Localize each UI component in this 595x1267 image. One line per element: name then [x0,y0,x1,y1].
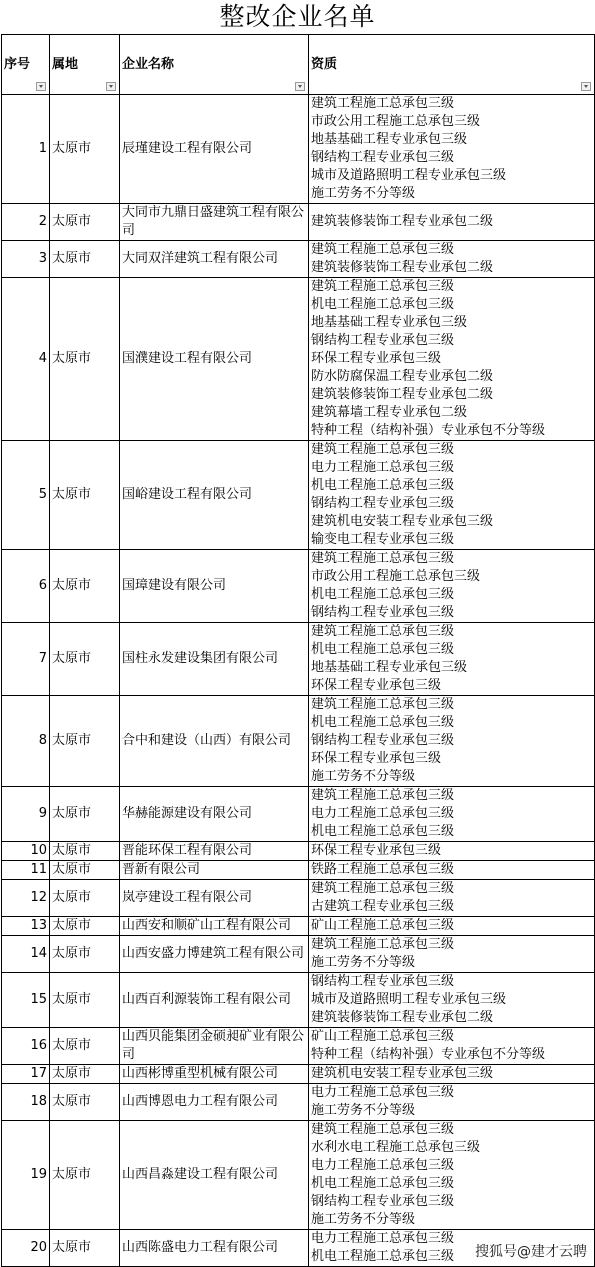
row-location-cell: 太原市 [50,1065,120,1084]
row-company-name-cell: 国璋建设有限公司 [120,550,309,623]
qualification-line: 特种工程（结构补强）专业承包不分等级 [311,1047,546,1062]
table-row [2,204,595,241]
qualification-line: 环保工程专业承包三级 [311,751,442,766]
qualification-line: 建筑工程施工总承包三级 [311,442,455,457]
table-row [2,917,595,936]
qualification-line: 机电工程施工总承包三级 [311,715,455,730]
qualification-line: 机电工程施工总承包三级 [311,478,455,493]
row-qualification-cell [309,880,595,917]
qualification-line: 建筑装修装饰工程专业承包二级 [311,1010,494,1025]
header-qualification-label: 资质 [311,56,338,72]
row-location-cell: 太原市 [50,204,120,241]
row-location-cell: 太原市 [50,1121,120,1230]
row-seq-cell: 6 [2,550,50,623]
row-qualification-cell [309,623,595,696]
qualification-line: 建筑装修装饰工程专业承包二级 [311,387,494,402]
row-location-cell: 太原市 [50,880,120,917]
row-location-cell: 太原市 [50,1084,120,1121]
filter-dropdown-icon[interactable] [106,82,116,91]
row-company-name-cell: 华赫能源建设有限公司 [120,787,309,842]
table-row [2,1028,595,1065]
qualification-line: 机电工程施工总承包三级 [311,642,455,657]
table-row [2,95,595,204]
qualification-line: 钢结构工程专业承包三级 [311,974,455,989]
row-location-cell: 太原市 [50,1028,120,1065]
row-location-cell: 太原市 [50,842,120,861]
qualification-line: 施工劳务不分等级 [311,186,416,201]
qualification-line: 环保工程专业承包三级 [311,351,442,366]
row-company-name-cell: 大同双洋建筑工程有限公司 [120,241,309,278]
row-seq-cell: 17 [2,1065,50,1084]
row-seq-cell: 9 [2,787,50,842]
filter-dropdown-icon[interactable] [36,82,46,91]
row-company-name-cell: 岚亭建设工程有限公司 [120,880,309,917]
table-row [2,1065,595,1084]
row-company-name-cell: 山西百利源装饰工程有限公司 [120,973,309,1028]
row-qualification-cell [309,550,595,623]
table-row [2,787,595,842]
header-location-label: 属地 [52,56,79,72]
header-location [50,35,120,95]
qualification-line: 施工劳务不分等级 [311,769,416,784]
qualification-line: 钢结构工程专业承包三级 [311,1194,455,1209]
row-seq-cell: 20 [2,1230,50,1267]
table-row [2,973,595,1028]
row-company-name-cell: 大同市九鼎日盛建筑工程有限公司 [120,204,309,241]
row-location-cell: 太原市 [50,278,120,441]
header-seq [2,35,50,95]
qualification-line: 电力工程施工总承包三级 [311,1158,455,1173]
table-row [2,278,595,441]
qualification-line: 机电工程施工总承包三级 [311,1176,455,1191]
qualification-line: 水利水电工程施工总承包三级 [311,1140,481,1155]
qualification-line: 市政公用工程施工总承包三级 [311,114,481,129]
row-qualification-cell [309,95,595,204]
qualification-line: 建筑装修装饰工程专业承包二级 [311,260,494,275]
table-row [2,842,595,861]
row-seq-cell: 14 [2,936,50,973]
row-company-name-cell: 国濮建设工程有限公司 [120,278,309,441]
qualification-line: 矿山工程施工总承包三级 [311,1029,455,1044]
qualification-line: 古建筑工程专业承包三级 [311,899,455,914]
qualification-line: 建筑工程施工总承包三级 [311,881,455,896]
table-row [2,936,595,973]
row-seq-cell: 19 [2,1121,50,1230]
table-row [2,696,595,787]
row-seq-cell: 11 [2,861,50,880]
company-table [1,34,595,1267]
header-company-name [120,35,309,95]
row-qualification-cell [309,861,595,880]
qualification-line: 建筑工程施工总承包三级 [311,937,455,952]
row-seq-cell: 10 [2,842,50,861]
row-seq-cell: 5 [2,441,50,550]
table-row [2,880,595,917]
table-row [2,441,595,550]
qualification-line: 城市及道路照明工程专业承包三级 [311,992,507,1007]
row-qualification-cell [309,204,595,241]
qualification-line: 电力工程施工总承包三级 [311,460,455,475]
row-location-cell: 太原市 [50,441,120,550]
row-qualification-cell [309,278,595,441]
row-location-cell: 太原市 [50,696,120,787]
table-row [2,861,595,880]
row-qualification-cell [309,1084,595,1121]
qualification-line: 机电工程施工总承包三级 [311,1249,455,1264]
header-qualification [309,35,595,95]
qualification-line: 建筑幕墙工程专业承包二级 [311,405,468,420]
row-company-name-cell: 国峪建设工程有限公司 [120,441,309,550]
row-seq-cell: 8 [2,696,50,787]
row-company-name-cell: 山西陈盛电力工程有限公司 [120,1230,309,1267]
qualification-line: 防水防腐保温工程专业承包二级 [311,369,494,384]
row-qualification-cell [309,696,595,787]
row-company-name-cell: 国柱永发建设集团有限公司 [120,623,309,696]
row-seq-cell: 2 [2,204,50,241]
qualification-line: 建筑工程施工总承包三级 [311,242,455,257]
qualification-line: 钢结构工程专业承包三级 [311,150,455,165]
row-qualification-cell [309,842,595,861]
row-location-cell: 太原市 [50,241,120,278]
row-location-cell: 太原市 [50,787,120,842]
qualification-line: 环保工程专业承包三级 [311,843,442,858]
header-row [2,35,595,95]
row-company-name-cell: 山西贝能集团金硕昶矿业有限公司 [120,1028,309,1065]
row-location-cell: 太原市 [50,623,120,696]
row-company-name-cell: 合中和建设（山西）有限公司 [120,696,309,787]
row-seq-cell: 18 [2,1084,50,1121]
row-qualification-cell [309,1121,595,1230]
qualification-line: 城市及道路照明工程专业承包三级 [311,168,507,183]
row-qualification-cell [309,787,595,842]
row-qualification-cell [309,917,595,936]
qualification-line: 施工劳务不分等级 [311,1212,416,1227]
row-qualification-cell [309,1065,595,1084]
qualification-line: 建筑机电安装工程专业承包三级 [311,514,494,529]
row-company-name-cell: 晋能环保工程有限公司 [120,842,309,861]
qualification-line: 输变电工程专业承包三级 [311,532,455,547]
qualification-line: 建筑机电安装工程专业承包三级 [311,1066,494,1081]
qualification-line: 电力工程施工总承包三级 [311,1085,455,1100]
row-seq-cell: 7 [2,623,50,696]
row-location-cell: 太原市 [50,936,120,973]
table-row [2,1121,595,1230]
header-seq-label: 序号 [4,56,31,72]
qualification-line: 地基基础工程专业承包三级 [311,660,468,675]
row-seq-cell: 3 [2,241,50,278]
row-qualification-cell [309,973,595,1028]
watermark: 搜狐号@建才云聘 [473,1241,589,1261]
row-qualification-cell [309,1028,595,1065]
qualification-line: 市政公用工程施工总承包三级 [311,569,481,584]
qualification-line: 机电工程施工总承包三级 [311,297,455,312]
row-seq-cell: 13 [2,917,50,936]
table-body [2,95,595,1267]
table-row [2,550,595,623]
qualification-line: 建筑工程施工总承包三级 [311,788,455,803]
qualification-line: 建筑工程施工总承包三级 [311,279,455,294]
qualification-line: 矿山工程施工总承包三级 [311,918,455,933]
row-seq-cell: 15 [2,973,50,1028]
row-location-cell: 太原市 [50,917,120,936]
qualification-line: 施工劳务不分等级 [311,1103,416,1118]
row-seq-cell: 1 [2,95,50,204]
qualification-line: 建筑工程施工总承包三级 [311,1122,455,1137]
row-location-cell: 太原市 [50,1230,120,1267]
row-company-name-cell: 山西昌淼建设工程有限公司 [120,1121,309,1230]
qualification-line: 钢结构工程专业承包三级 [311,733,455,748]
row-seq-cell: 12 [2,880,50,917]
row-seq-cell: 16 [2,1028,50,1065]
row-company-name-cell: 晋新有限公司 [120,861,309,880]
qualification-line: 机电工程施工总承包三级 [311,587,455,602]
qualification-line: 建筑工程施工总承包三级 [311,624,455,639]
row-location-cell: 太原市 [50,973,120,1028]
table-row [2,1084,595,1121]
qualification-line: 地基基础工程专业承包三级 [311,132,468,147]
qualification-line: 环保工程专业承包三级 [311,678,442,693]
qualification-line: 建筑工程施工总承包三级 [311,96,455,111]
row-company-name-cell: 山西安盛力博建筑工程有限公司 [120,936,309,973]
table-row [2,623,595,696]
page-title: 整改企业名单 [219,2,376,31]
row-qualification-cell [309,441,595,550]
header-company-name-label: 企业名称 [122,56,175,72]
qualification-line: 铁路工程施工总承包三级 [311,862,455,877]
filter-dropdown-icon[interactable] [581,82,591,91]
filter-dropdown-icon[interactable] [295,82,305,91]
row-location-cell: 太原市 [50,95,120,204]
qualification-line: 建筑工程施工总承包三级 [311,697,455,712]
qualification-line: 地基基础工程专业承包三级 [311,315,468,330]
qualification-line: 建筑工程施工总承包三级 [311,551,455,566]
qualification-line: 建筑装修装饰工程专业承包二级 [311,214,494,229]
row-location-cell: 太原市 [50,550,120,623]
qualification-line: 电力工程施工总承包三级 [311,806,455,821]
table-row [2,241,595,278]
qualification-line: 钢结构工程专业承包三级 [311,605,455,620]
row-qualification-cell [309,936,595,973]
row-location-cell: 太原市 [50,861,120,880]
row-company-name-cell: 辰瑾建设工程有限公司 [120,95,309,204]
qualification-line: 特种工程（结构补强）专业承包不分等级 [311,423,546,438]
qualification-line: 钢结构工程专业承包三级 [311,496,455,511]
qualification-line: 机电工程施工总承包三级 [311,824,455,839]
row-seq-cell: 4 [2,278,50,441]
row-qualification-cell [309,241,595,278]
qualification-line: 施工劳务不分等级 [311,955,416,970]
qualification-line: 钢结构工程专业承包三级 [311,333,455,348]
row-company-name-cell: 山西安和顺矿山工程有限公司 [120,917,309,936]
qualification-line: 电力工程施工总承包三级 [311,1231,455,1246]
row-company-name-cell: 山西彬博重型机械有限公司 [120,1065,309,1084]
row-company-name-cell: 山西博恩电力工程有限公司 [120,1084,309,1121]
